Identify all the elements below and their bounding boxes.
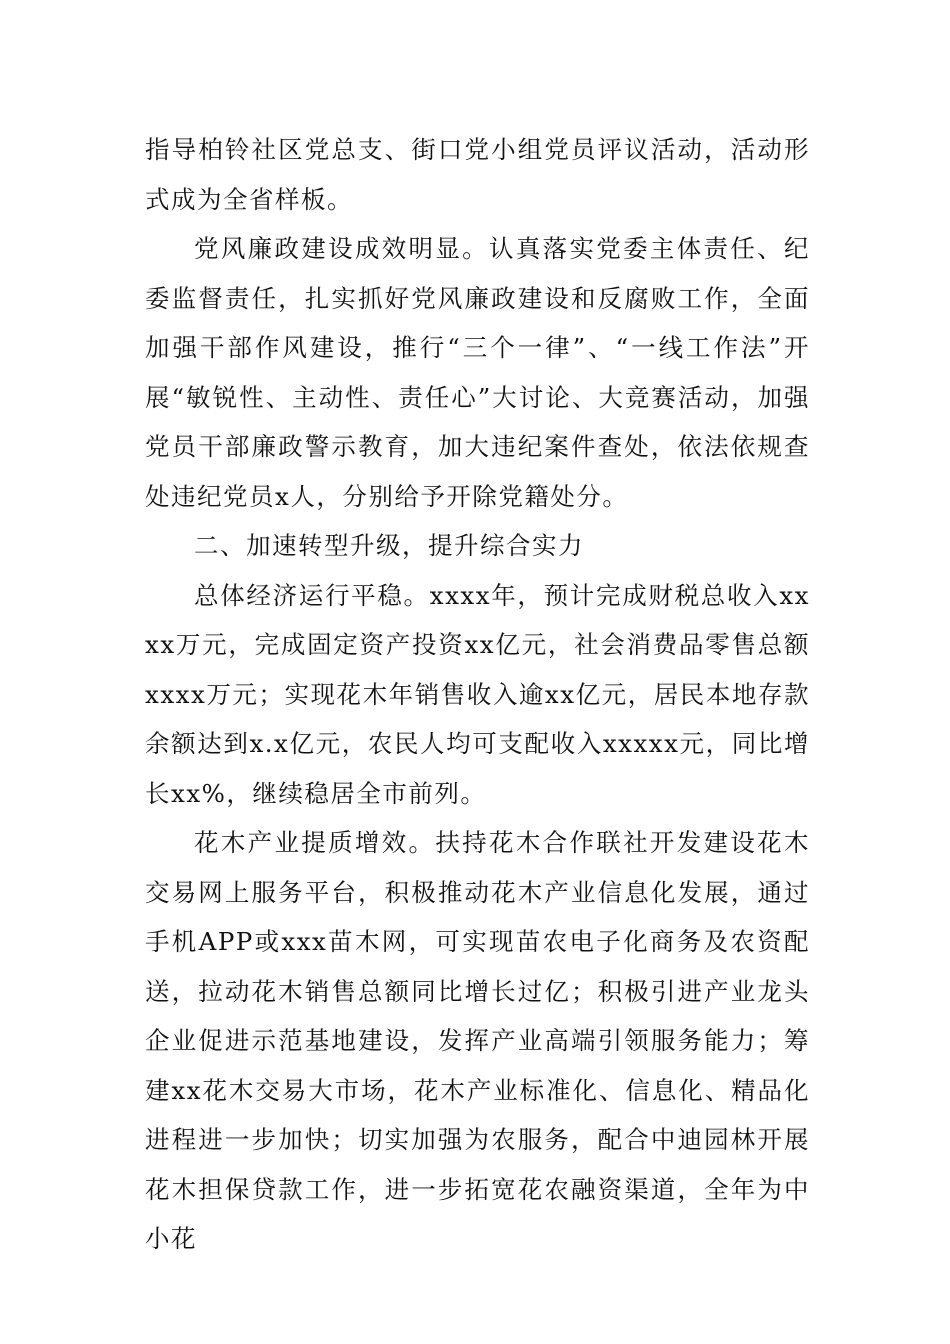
section-heading: 二、加速转型升级，提升综合实力 xyxy=(194,531,584,560)
paragraph-economy: 总体经济运行平稳。xxxx年，预计完成财税总收入xxxx万元，完成固定资产投资xx亿元，社会消费品零售总额xxxx万元；实现花木年销售收入逾xx亿元，居民本地存款余额达到x.x亿元，农民人均可支配收入xxxxx元，同比增长xx%，继续稳居全市前列。 xyxy=(145,580,810,808)
paragraph-party-conduct: 党风廉政建设成效明显。认真落实党委主体责任、纪委监督责任，扎实抓好党风廉政建设和反腐败工作，全面加强干部作风建设，推行“三个一律”、“一线工作法”开展“敏锐性、主动性、责任心”大讨论、大竞赛活动，加强党员干部廉政警示教育，加大违纪案件查处，依法依规查处违纪党员x人，分别给予开除党籍处分。 xyxy=(145,234,810,511)
paragraph-continuation: 指导柏铃社区党总支、街口党小组党员评议活动，活动形式成为全省样板。 xyxy=(145,135,810,214)
paragraph-flower-industry: 花木产业提质增效。扶持花木合作联社开发建设花木交易网上服务平台，积极推动花木产业信息化发展，通过手机APP或xxx苗木网，可实现苗农电子化商务及农资配送，拉动花木销售总额同比增长过亿；积极引进产业龙头企业促进示范基地建设，发挥产业高端引领服务能力；筹建xx花木交易大市场，花木产业标准化、信息化、精品化进程进一步加快；切实加强为农服务，配合中迪园林开展花木担保贷款工作，进一步拓宽花农融资渠道，全年为中小花 xyxy=(145,828,810,1253)
document-body xyxy=(145,125,810,1264)
